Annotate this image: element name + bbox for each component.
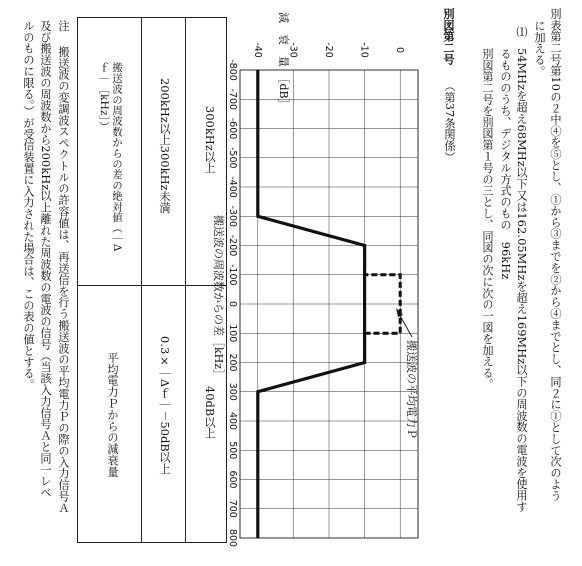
x-tick-label: -800	[227, 59, 238, 81]
header-right-text: 平均電力Ｐからの減衰量	[106, 352, 119, 478]
y-tick-label: -20	[323, 42, 334, 58]
item-number: ⑴	[515, 26, 528, 38]
x-tick-label: -400	[227, 176, 238, 198]
x-tick-label: 300	[227, 382, 238, 401]
x-tick-label: -700	[227, 88, 238, 111]
x-tick-label: 400	[227, 411, 238, 431]
y-axis-label: 減 衰 量 ［dB］	[277, 12, 290, 110]
x-axis-label: 搬送波の周波数からの差［kHz］	[212, 215, 225, 381]
table-row-2-value	[186, 286, 227, 543]
note-line-3: ルのものに限る。）が受信装置に入力された場合は、この表の値とする。	[22, 20, 35, 391]
x-tick-label: 700	[227, 499, 238, 518]
x-tick-label: -200	[227, 234, 238, 257]
header-left-text: 搬送波の周波数からの差の絶対値（｜Δｆ｜［kHz］）	[97, 62, 123, 252]
table-row-2-range	[186, 18, 227, 286]
spec-table	[77, 17, 227, 543]
y-tick-label: -30	[287, 42, 299, 58]
intro-line-2: に加える。	[533, 20, 546, 77]
x-tick-label: 600	[227, 470, 238, 489]
x-tick-label: 500	[227, 441, 238, 460]
item-line-2: るもののうち、デジタル方式のもの 96kHz	[499, 48, 512, 280]
table-header-left	[78, 18, 142, 286]
x-tick-label: 100	[227, 324, 238, 343]
y-tick-label: -10	[358, 42, 370, 58]
x-tick-label: 200	[227, 353, 238, 372]
x-tick-label: -500	[227, 146, 238, 169]
x-tick-label: -600	[227, 117, 238, 140]
row-1-range-text: 200kHz以上300kHz未満	[158, 78, 171, 214]
y-tick-label: 0	[394, 46, 406, 54]
note-label: 注	[57, 20, 70, 32]
intro-line-1: 別表第二号第10の２中④を⑤とし、①から③までを②から④までとし、同２に①として次のよう	[549, 8, 562, 502]
table-row-1-range	[142, 18, 186, 286]
note-line-2: 及び搬送波の周波数から200kHz以上離れた周波数の電波の信号（当該入力信号Ａと同一レベ	[39, 20, 52, 499]
x-tick-label: -300	[227, 205, 238, 228]
annotation-label: 搬送波の平均電力Ｐ	[405, 340, 418, 439]
row-2-range-text: 300kHz以上	[203, 106, 216, 174]
table-header-right	[78, 286, 142, 543]
y-tick-label: -40	[251, 42, 263, 58]
table-row-1-value	[142, 286, 186, 543]
item-line-1: 54MHzを超え68MHz以下又は162.05MHzを超え169MHz以下の周波数の電波を使用す	[515, 48, 528, 513]
figure-title: 別図第二号	[442, 8, 456, 65]
note-line-1: 搬送波の変調波スペクトルの許容値は、再送信を行う搬送波の平均電力Ｐの際の入力信号Ａ	[57, 46, 70, 514]
x-tick-label: -100	[227, 263, 238, 286]
row-1-value-text: 0.3×｜Δｆ｜－50dB以上	[158, 336, 171, 475]
row-2-value-text: 40dB以上	[203, 386, 216, 440]
x-tick-label: 0	[227, 300, 238, 308]
x-tick-label: 800	[227, 528, 238, 548]
item-line-3: 別図第二号を別図第１号の三とし、同図の次に次の一図を加える。	[481, 48, 494, 390]
figure-ref: （第37条関係）	[443, 80, 456, 164]
